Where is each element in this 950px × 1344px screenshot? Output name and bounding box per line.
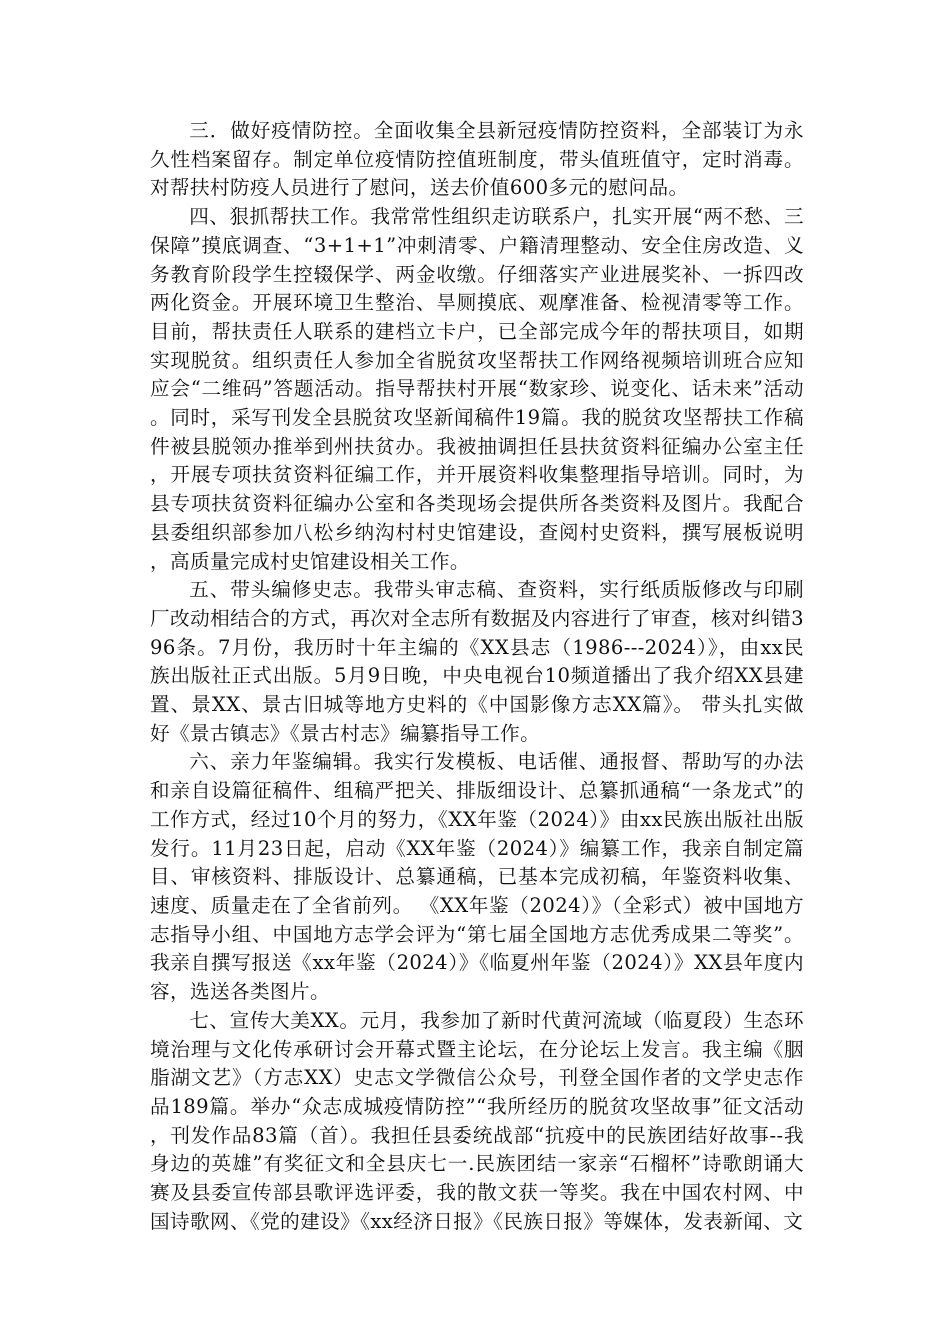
document-page (150, 117, 804, 1236)
paragraph-publicity: 七、宣传大美XX。元月，我参加了新时代黄河流域（临夏段）生态环境治理与文化传承研讨会开幕式暨主论坛，在分论坛上发言。我主编《胭脂湖文艺》（方志XX）史志文学微信公众号，刊登全国作者的文学史志作品189篇。举办“众志成城疫情防控”“我所经历的脱贫攻坚故事”征文活动，刊发作品83篇（首）。我担任县委统战部“抗疫中的民族团结好故事--我身边的英雄”有奖征文和全县庆七一.民族团结一家亲“石榴杯”诗歌朗诵大赛及县委宣传部县歌评选评委，我的散文获一等奖。我在中国农村网、中国诗歌网、《党的建设》《xx经济日报》《民族日报》等媒体，发表新闻、文 (150, 1008, 804, 1233)
paragraph-poverty-assistance: 四、狠抓帮扶工作。我常常性组织走访联系户，扎实开展“两不愁、三保障”摸底调查、“3+1+1”冲刺清零、户籍清理整动、安全住房改造、义务教育阶段学生控辍保学、两金收缴。仔细落实产业进展奖补、一拆四改两化资金。开展环境卫生整治、旱厕摸底、观摩准备、检视清零等工作。目前，帮扶责任人联系的建档立卡户，已全部完成今年的帮扶项目，如期实现脱贫。组织责任人参加全省脱贫攻坚帮扶工作网络视频培训班合应知应会“二维码”答题活动。指导帮扶村开展“数家珍、说变化、话未来”活动。同时，采写刊发全县脱贫攻坚新闻稿件19篇。我的脱贫攻坚帮扶工作稿件被县脱领办推举到州扶贫办。我被抽调担任县扶贫资料征编办公室主任，开展专项扶贫资料征编工作，并开展资料收集整理指导培训。同时，为县专项扶贫资料征编办公室和各类现场会提供所各类资料及图片。我配合县委组织部参加八松乡纳沟村村史馆建设，查阅村史资料，撰写展板说明，高质量完成村史馆建设相关工作。 (150, 205, 804, 573)
paragraph-yearbook: 六、亲力年鉴编辑。我实行发模板、电话催、通报督、帮助写的办法和亲自设篇征稿件、组稿严把关、排版细设计、总纂抓通稿“一条龙式”的工作方式，经过10个月的努力，《XX年鉴（2024）》由xx民族出版社出版发行。11月23日起，启动《XX年鉴（2024）》编纂工作，我亲自制定篇目、审核资料、排版设计、总纂通稿，已基本完成初稿，年鉴资料收集、速度、质量走在了全省前列。 《XX年鉴（2024）》（全彩式）被中国地方志指导小组、中国地方志学会评为“第七届全国地方志优秀成果二等奖”。我亲自撰写报送《xx年鉴（2024）》《临夏州年鉴（2024）》XX县年度内容，选送各类图片。 (150, 750, 804, 1004)
paragraph-epidemic-prevention: 三．做好疫情防控。全面收集全县新冠疫情防控资料，全部装订为永久性档案留存。制定单位疫情防控值班制度，带头值班值守，定时消毒。对帮扶村防疫人员进行了慰问，送去价值600多元的慰问品。 (150, 119, 804, 200)
paragraph-local-history: 五、带头编修史志。我带头审志稿、查资料，实行纸质版修改与印刷厂改动相结合的方式，再次对全志所有数据及内容进行了审查，核对纠错396条。7月份，我历时十年主编的《XX县志（1986---2024）》，由xx民族出版社正式出版。5月9日晚，中央电视台10频道播出了我介绍XX县建置、景XX、景古旧城等地方史料的《中国影像方志XX篇》。 带头扎实做好《景古镇志》《景古村志》编纂指导工作。 (150, 578, 804, 745)
